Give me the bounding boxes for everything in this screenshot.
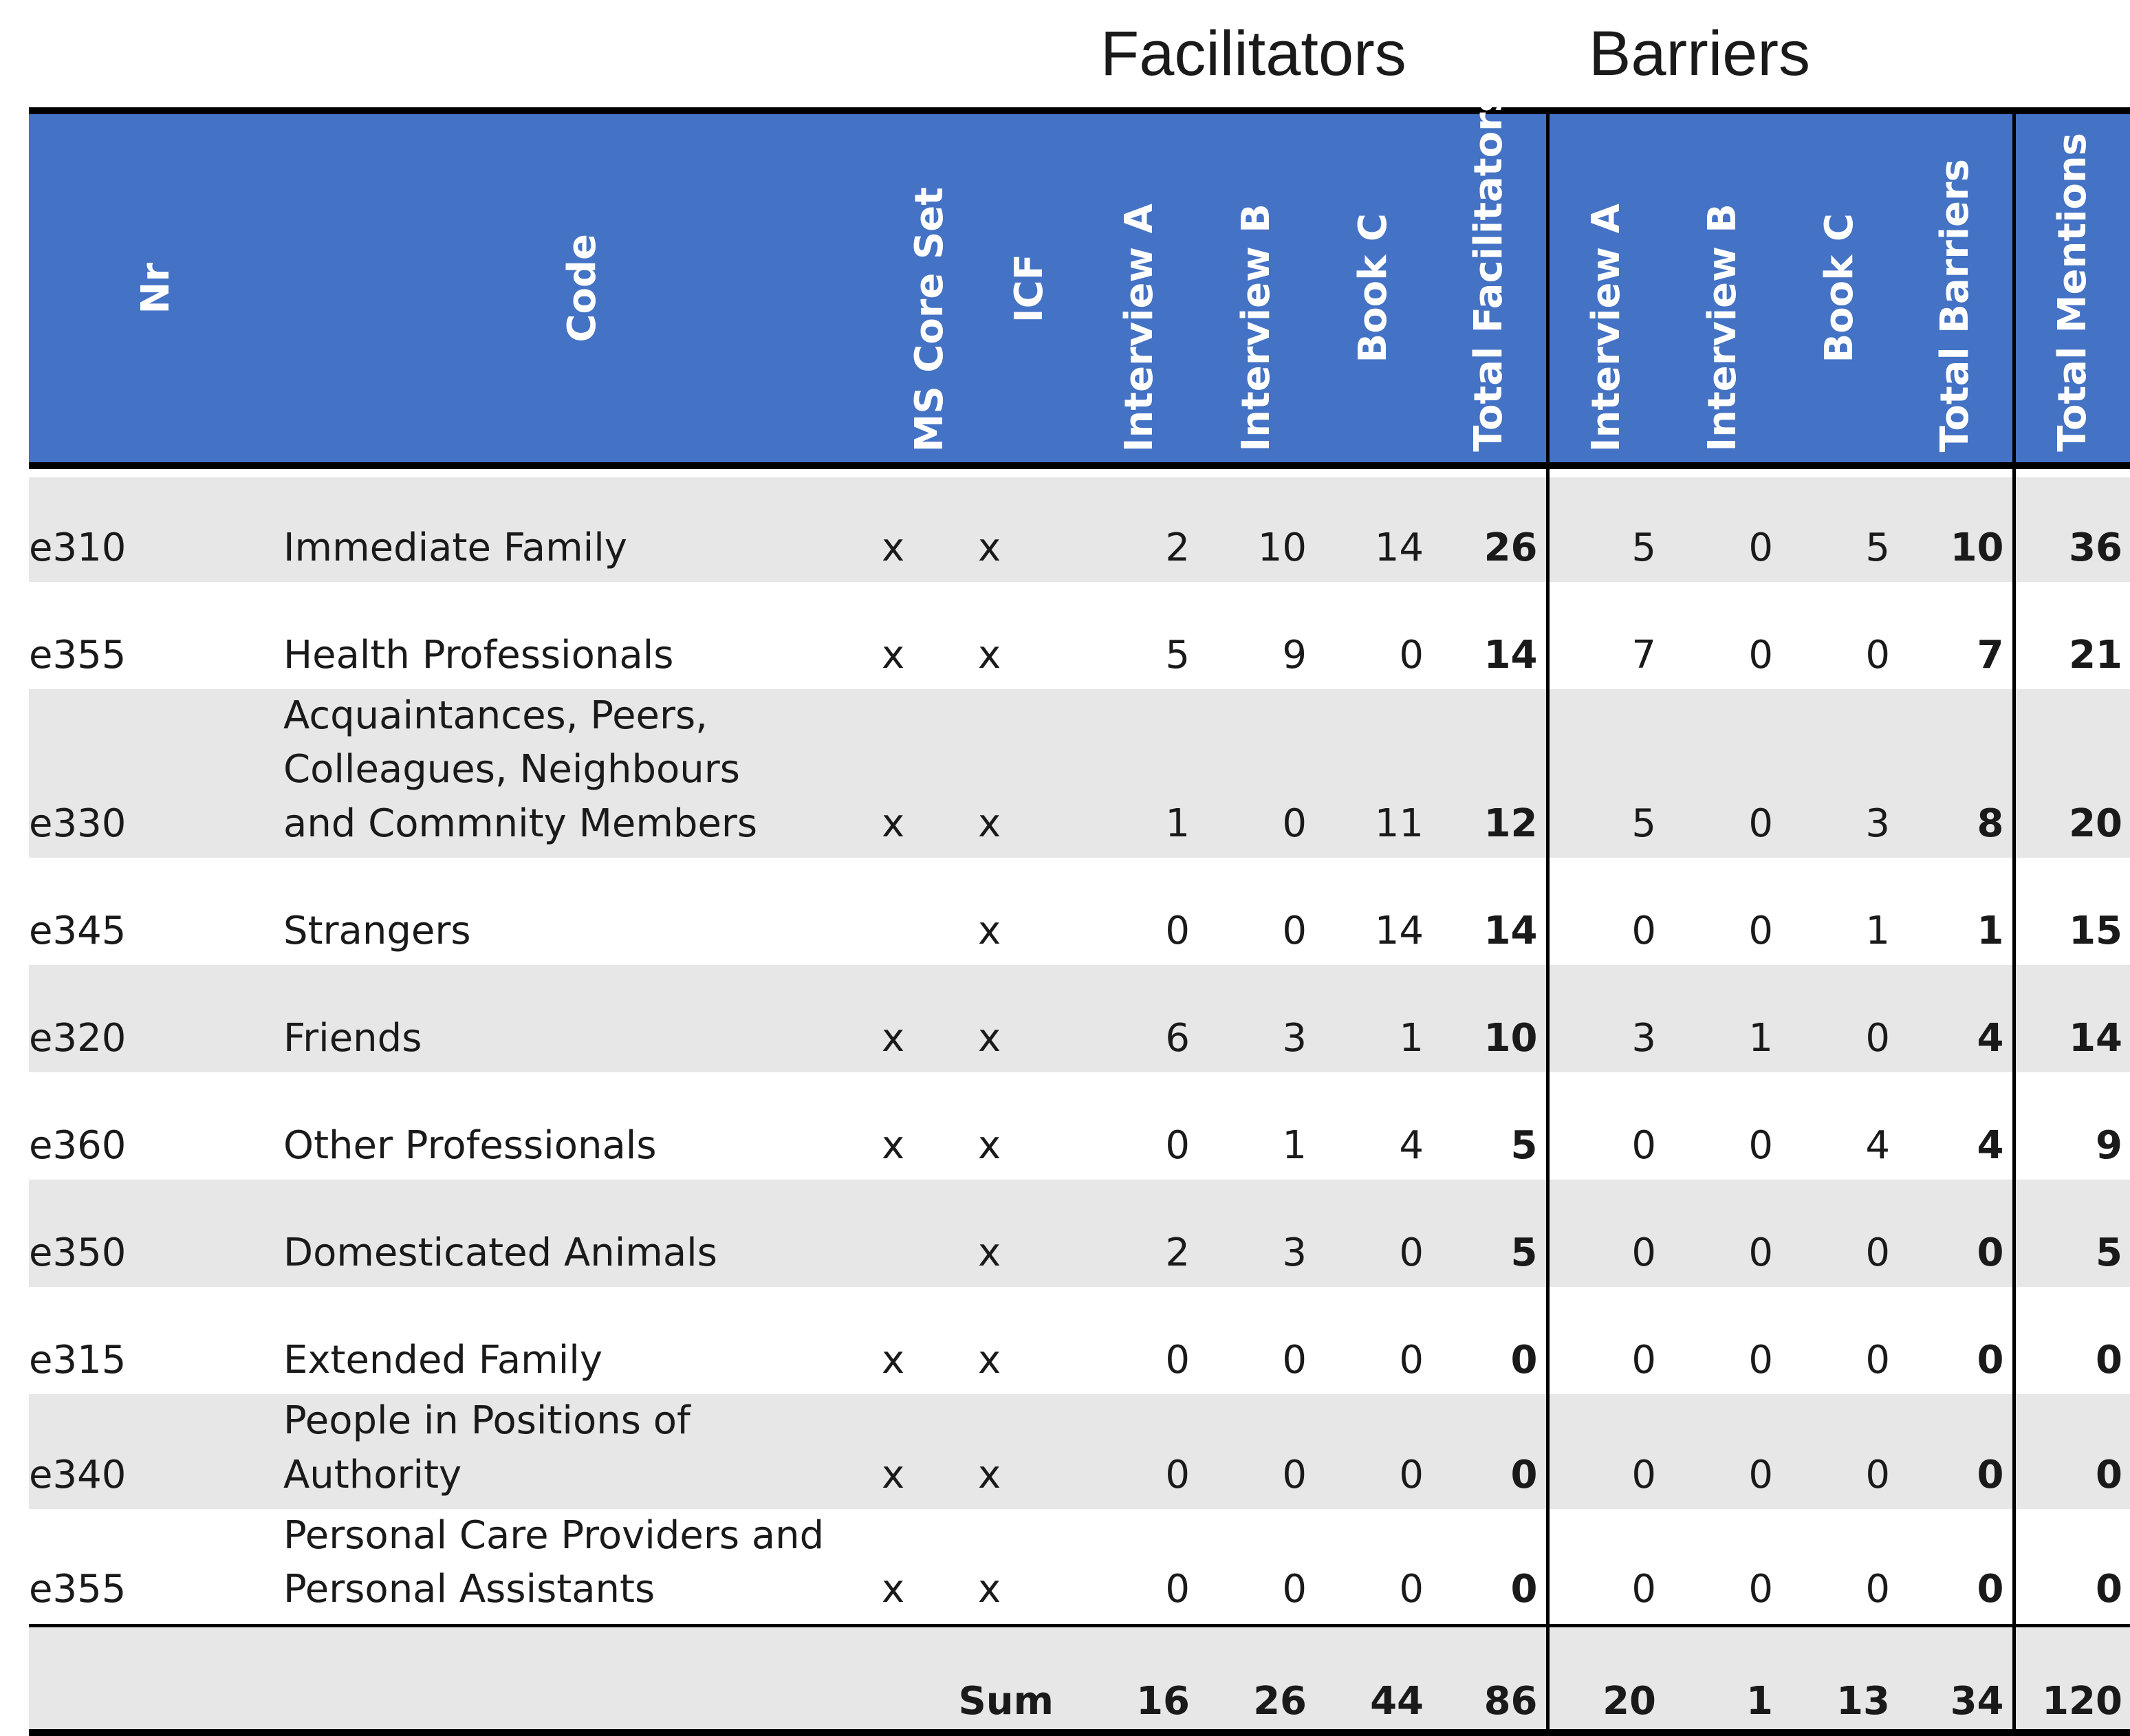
cell-bar-interview-b: 0 [1664,1287,1781,1394]
cell-fac-interview-a: 5 [1081,582,1198,689]
header-fac-interview-b: Interview B [1198,111,1315,466]
cell-fac-interview-a: 6 [1081,965,1198,1072]
header-row [29,111,2130,466]
header-total-barriers: Total Barriers [1898,111,2014,466]
cell-total-facilitators: 10 [1432,965,1547,1072]
cell-code: Personal Care Providers and Personal Assistants [283,1509,882,1625]
cell-nr: e350 [29,1180,283,1287]
cell-bar-interview-b: 0 [1664,689,1781,858]
cell-bar-book-c: 0 [1781,1394,1898,1509]
cell-ms-core-set: x [882,1509,978,1625]
cell-code: Other Professionals [283,1072,882,1180]
cell-total-barriers: 1 [1898,858,2014,965]
cell-nr: e355 [29,582,283,689]
cell-bar-interview-b: 0 [1664,477,1781,582]
cell-icf: x [978,1180,1081,1287]
cell-icf: x [978,582,1081,689]
cell-ms-core-set: x [882,1394,978,1509]
cell-nr: e320 [29,965,283,1072]
cell-nr: e310 [29,477,283,582]
cell-total-mentions: 15 [2014,858,2130,965]
cell-fac-interview-b: 3 [1198,1180,1315,1287]
cell-icf: x [978,477,1081,582]
cell-total-mentions: 20 [2014,689,2130,858]
cell-fac-interview-a: 0 [1081,1394,1198,1509]
cell-fac-book-c: 0 [1315,582,1432,689]
sum-row [29,1625,2130,1733]
table-row [29,1180,2130,1287]
cell-fac-interview-a: 0 [1081,858,1198,965]
cell-bar-interview-a: 5 [1547,689,1664,858]
cell-icf: x [978,689,1081,858]
cell-bar-book-c: 1 [1781,858,1898,965]
cell-fac-interview-b: 0 [1198,1287,1315,1394]
cell-total-mentions: 0 [2014,1509,2130,1625]
cell-fac-interview-a: 2 [1081,1180,1198,1287]
cell-code: Domesticated Animals [283,1180,882,1287]
header-total-facilitators: Total Facilitators [1432,111,1547,466]
cell-ms-core-set [882,858,978,965]
cell-bar-interview-b: 0 [1664,582,1781,689]
cell-fac-book-c: 0 [1315,1180,1432,1287]
sum-bar-interview-a: 20 [1547,1625,1664,1733]
table-row [29,1287,2130,1394]
sum-fac-interview-a: 16 [1081,1625,1198,1733]
cell-total-mentions: 5 [2014,1180,2130,1287]
cell-total-facilitators: 0 [1432,1394,1547,1509]
table-row [29,1509,2130,1625]
cell-fac-interview-b: 1 [1198,1072,1315,1180]
cell-fac-interview-a: 0 [1081,1287,1198,1394]
cell-bar-interview-b: 0 [1664,1072,1781,1180]
header-fac-interview-a: Interview A [1081,111,1198,466]
cell-icf: x [978,1509,1081,1625]
table-row [29,689,2130,858]
sum-fac-book-c: 44 [1315,1625,1432,1733]
cell-bar-interview-a: 0 [1547,858,1664,965]
cell-fac-interview-a: 0 [1081,1072,1198,1180]
cell-ms-core-set: x [882,1287,978,1394]
cell-fac-book-c: 14 [1315,477,1432,582]
table-row [29,965,2130,1072]
cell-total-mentions: 36 [2014,477,2130,582]
cell-bar-interview-a: 0 [1547,1072,1664,1180]
cell-code: People in Positions of Authority [283,1394,882,1509]
header-ms-core-set: MS Core Set [882,111,978,466]
cell-fac-interview-b: 10 [1198,477,1315,582]
cell-fac-book-c: 0 [1315,1509,1432,1625]
cell-code: Health Professionals [283,582,882,689]
sum-fac-interview-b: 26 [1198,1625,1315,1733]
cell-code: Strangers [283,858,882,965]
facilitators-group-title: Facilitators [1100,19,1406,89]
cell-ms-core-set: x [882,582,978,689]
cell-code: Acquaintances, Peers, Colleagues, Neighbours and Commnity Members [283,689,882,858]
cell-bar-interview-b: 0 [1664,1180,1781,1287]
header-nr: Nr [29,111,283,466]
cell-total-mentions: 9 [2014,1072,2130,1180]
cell-bar-interview-a: 7 [1547,582,1664,689]
cell-ms-core-set: x [882,477,978,582]
cell-total-facilitators: 12 [1432,689,1547,858]
cell-total-barriers: 0 [1898,1180,2014,1287]
cell-total-barriers: 0 [1898,1287,2014,1394]
cell-bar-interview-b: 0 [1664,1509,1781,1625]
cell-fac-interview-a: 1 [1081,689,1198,858]
cell-ms-core-set: x [882,965,978,1072]
sum-total-facilitators: 86 [1432,1625,1547,1733]
cell-fac-book-c: 0 [1315,1394,1432,1509]
cell-nr: e360 [29,1072,283,1180]
cell-bar-book-c: 0 [1781,965,1898,1072]
cell-icf: x [978,1072,1081,1180]
cell-total-barriers: 4 [1898,1072,2014,1180]
cell-total-barriers: 0 [1898,1509,2014,1625]
cell-total-facilitators: 5 [1432,1180,1547,1287]
cell-bar-interview-a: 0 [1547,1394,1664,1509]
cell-ms-core-set: x [882,689,978,858]
cell-total-barriers: 8 [1898,689,2014,858]
cell-nr: e345 [29,858,283,965]
cell-fac-book-c: 11 [1315,689,1432,858]
cell-fac-book-c: 14 [1315,858,1432,965]
sum-total-mentions: 120 [2014,1625,2130,1733]
cell-bar-book-c: 0 [1781,1287,1898,1394]
cell-ms-core-set: x [882,1072,978,1180]
cell-nr: e355 [29,1509,283,1625]
cell-icf: x [978,858,1081,965]
cell-fac-interview-a: 0 [1081,1509,1198,1625]
cell-bar-interview-a: 0 [1547,1509,1664,1625]
table-row [29,477,2130,582]
cell-total-facilitators: 5 [1432,1072,1547,1180]
cell-bar-interview-b: 0 [1664,858,1781,965]
table-row [29,582,2130,689]
cell-bar-book-c: 0 [1781,582,1898,689]
cell-fac-interview-b: 9 [1198,582,1315,689]
cell-fac-interview-b: 3 [1198,965,1315,1072]
cell-icf: x [978,1287,1081,1394]
cell-bar-book-c: 0 [1781,1509,1898,1625]
cell-total-mentions: 0 [2014,1287,2130,1394]
cell-total-barriers: 7 [1898,582,2014,689]
cell-total-facilitators: 14 [1432,858,1547,965]
cell-bar-interview-a: 3 [1547,965,1664,1072]
cell-total-barriers: 10 [1898,477,2014,582]
cell-fac-interview-a: 2 [1081,477,1198,582]
cell-total-facilitators: 0 [1432,1287,1547,1394]
cell-icf: x [978,965,1081,1072]
header-code: Code [283,111,882,466]
header-fac-book-c: Book C [1315,111,1432,466]
cell-bar-book-c: 0 [1781,1180,1898,1287]
table-row [29,858,2130,965]
cell-total-facilitators: 14 [1432,582,1547,689]
cell-fac-book-c: 0 [1315,1287,1432,1394]
table-row [29,1394,2130,1509]
cell-total-barriers: 4 [1898,965,2014,1072]
cell-bar-interview-b: 0 [1664,1394,1781,1509]
cell-fac-interview-b: 0 [1198,1394,1315,1509]
header-icf: ICF [978,111,1081,466]
table-row [29,1072,2130,1180]
sum-label: Sum [882,1625,1081,1733]
cell-total-mentions: 21 [2014,582,2130,689]
sum-bar-interview-b: 1 [1664,1625,1781,1733]
cell-total-mentions: 0 [2014,1394,2130,1509]
cell-total-barriers: 0 [1898,1394,2014,1509]
cell-ms-core-set [882,1180,978,1287]
cell-bar-interview-a: 0 [1547,1180,1664,1287]
cell-fac-interview-b: 0 [1198,689,1315,858]
cell-bar-interview-a: 5 [1547,477,1664,582]
cell-bar-interview-b: 1 [1664,965,1781,1072]
cell-fac-interview-b: 0 [1198,858,1315,965]
cell-icf: x [978,1394,1081,1509]
cell-bar-book-c: 3 [1781,689,1898,858]
cell-code: Extended Family [283,1287,882,1394]
cell-total-mentions: 14 [2014,965,2130,1072]
barriers-group-title: Barriers [1589,19,1811,89]
cell-fac-interview-b: 0 [1198,1509,1315,1625]
header-bar-interview-b: Interview B [1664,111,1781,466]
cell-nr: e330 [29,689,283,858]
cell-code: Immediate Family [283,477,882,582]
sum-bar-book-c: 13 [1781,1625,1898,1733]
cell-nr: e340 [29,1394,283,1509]
cell-nr: e315 [29,1287,283,1394]
cell-bar-interview-a: 0 [1547,1287,1664,1394]
cell-bar-book-c: 5 [1781,477,1898,582]
header-bar-book-c: Book C [1781,111,1898,466]
cell-total-facilitators: 26 [1432,477,1547,582]
header-total-mentions: Total Mentions [2014,111,2130,466]
cell-fac-book-c: 4 [1315,1072,1432,1180]
icf-environmental-factors-table [29,89,2130,1736]
cell-code: Friends [283,965,882,1072]
cell-total-facilitators: 0 [1432,1509,1547,1625]
header-bar-interview-a: Interview A [1547,111,1664,466]
cell-bar-book-c: 4 [1781,1072,1898,1180]
cell-fac-book-c: 1 [1315,965,1432,1072]
sum-total-barriers: 34 [1898,1625,2014,1733]
